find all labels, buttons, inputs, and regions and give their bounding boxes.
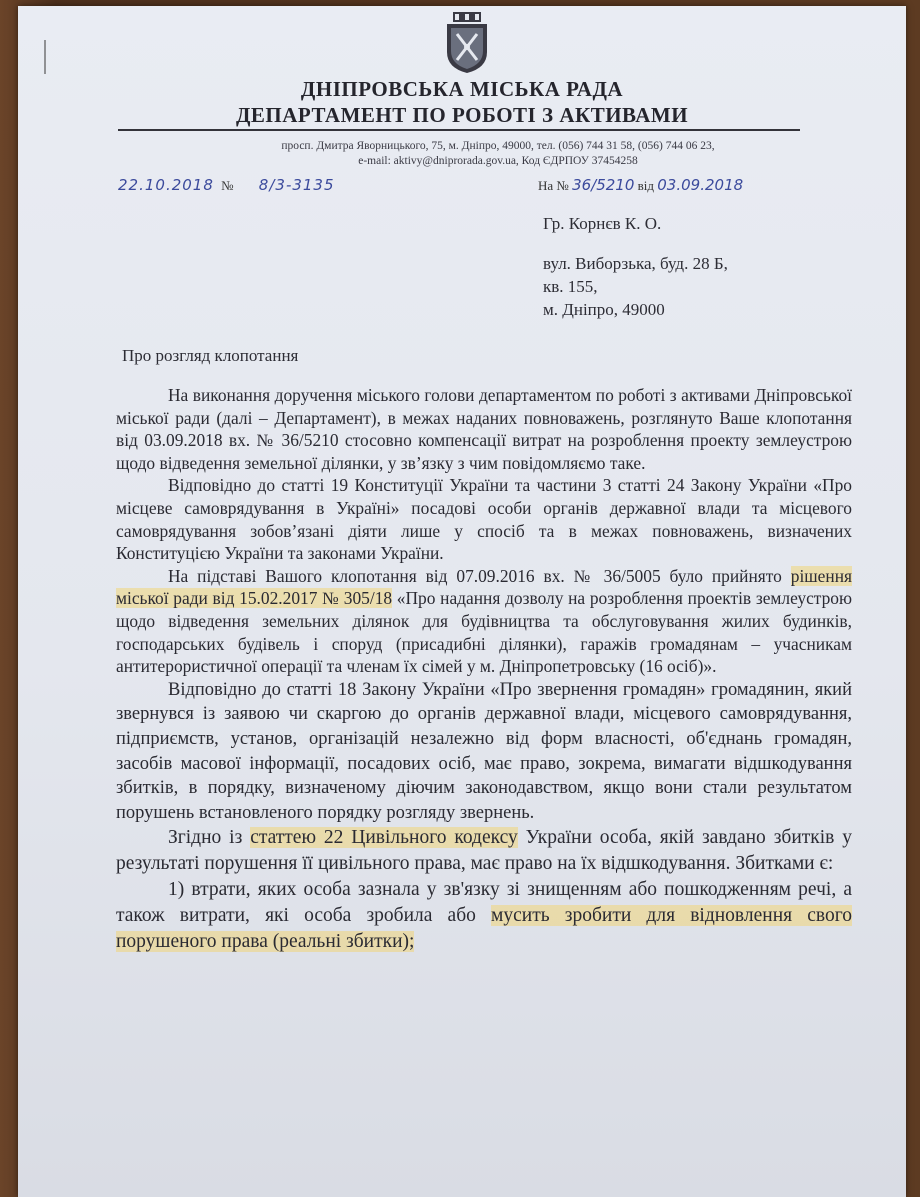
letter-body — [116, 384, 852, 955]
recipient-name: Гр. Корнєв К. О. — [543, 214, 662, 233]
city-coat-of-arms-icon — [443, 12, 491, 74]
outgoing-number: 8/3-3135 — [258, 176, 335, 194]
incoming-date-label: від — [637, 178, 655, 193]
paragraph — [116, 877, 852, 955]
paragraph — [116, 825, 852, 877]
city-council-name: ДНІПРОВСЬКА МІСЬКА РАДА — [300, 77, 624, 101]
highlighted-text: рішення міської ради від 15.02.2017 № 305/18 — [116, 565, 852, 609]
paragraph-text: «Про надання дозволу на розроблення проектів землеустрою щодо відведення земельних ділянок для будівництва та обслуговування жилих будинків, господарських будівель і споруд (присадибні ділянки), гаражів громадянам – учасникам антитерористичної операції та членам їх сімей у м. Дніпропетровську (16 осіб)». — [116, 588, 852, 677]
address-line: просп. Дмитра Яворницького, 75, м. Дніпро, 49000, тел. (056) 744 31 58, (056) 744 06 23, — [281, 140, 715, 152]
paragraph-text: Згідно із — [168, 827, 251, 849]
paragraph-text: України особа, якій завдано збитків у результаті порушення її цивільного права, має право на їх відшкодування. Збитками є: — [116, 827, 853, 875]
incoming-reference — [538, 176, 743, 194]
header-divider — [118, 129, 800, 131]
department-contacts — [178, 139, 818, 169]
organization-title — [18, 76, 906, 128]
paragraph: На виконання доручення міського голови департаментом по роботі з активами Дніпровської міської ради (далі – Департамент), в межах наданих повноважень, розглянуто Ваше клопотання від 03.09.2018 вх. № 36/5210 стосовно компенсації витрат на розроблення проекту землеустрою щодо відведення земельної ділянки, у зв’язку з чим повідомляємо таке. — [116, 385, 852, 473]
highlighted-text: статтею 22 Цивільного кодексу — [250, 827, 518, 849]
paragraph-text: 1) втрати, яких особа зазнала у зв'язку зі знищенням або пошкодженням речі, а також витрати, які особа зробила або — [116, 879, 852, 927]
recipient-apartment: кв. 155, — [543, 277, 598, 296]
recipient-street: вул. Виборзька, буд. 28 Б, — [543, 254, 728, 273]
department-name: ДЕПАРТАМЕНТ ПО РОБОТІ З АКТИВАМИ — [235, 103, 689, 127]
outgoing-registration — [118, 176, 335, 194]
email-code-line: e-mail: aktivy@dniprorada.gov.ua, Код ЄДРПОУ 37454258 — [358, 155, 638, 167]
letter-subject: Про розгляд клопотання — [122, 346, 299, 365]
paragraph — [116, 565, 852, 678]
outgoing-number-label: № — [221, 178, 234, 193]
paragraph-text: На підставі Вашого клопотання від 07.09.2016 вх. № 36/5005 було прийнято — [168, 565, 791, 586]
letter-page — [18, 6, 906, 1197]
outgoing-date: 22.10.2018 — [118, 176, 214, 194]
highlighted-text: мусить зробити для відновлення свого порушеного права (реальні збитки); — [116, 905, 852, 953]
recipient-city: м. Дніпро, 49000 — [543, 300, 665, 319]
recipient-block — [543, 212, 728, 321]
incoming-number-label: На № — [538, 178, 569, 193]
paragraph: Відповідно до статті 19 Конституції України та частини 3 статті 24 Закону України «Про місцеве самоврядування в Україні» посадові особи органів державної влади та місцевого самоврядування зобов’язані діяти лише у спосіб та в межах повноважень, визначених Конституцією України та законами України. — [116, 475, 852, 564]
incoming-number: 36/5210 — [572, 176, 635, 194]
incoming-date: 03.09.2018 — [657, 176, 744, 194]
pencil-mark — [44, 40, 46, 74]
paragraph: Відповідно до статті 18 Закону України «Про звернення громадян» громадянин, який звернувся із заявою чи скаргою до органів державної влади, місцевого самоврядування, підприємств, установ, організацій незалежно від форм власності, об'єднань громадян, засобів масової інформації, посадових осіб, має право, зокрема, вимагати відшкодування збитків, в порядку, визначеному діючим законодавством, якщо вони стали результатом порушень встановленого порядку розгляду звернень. — [116, 679, 852, 823]
